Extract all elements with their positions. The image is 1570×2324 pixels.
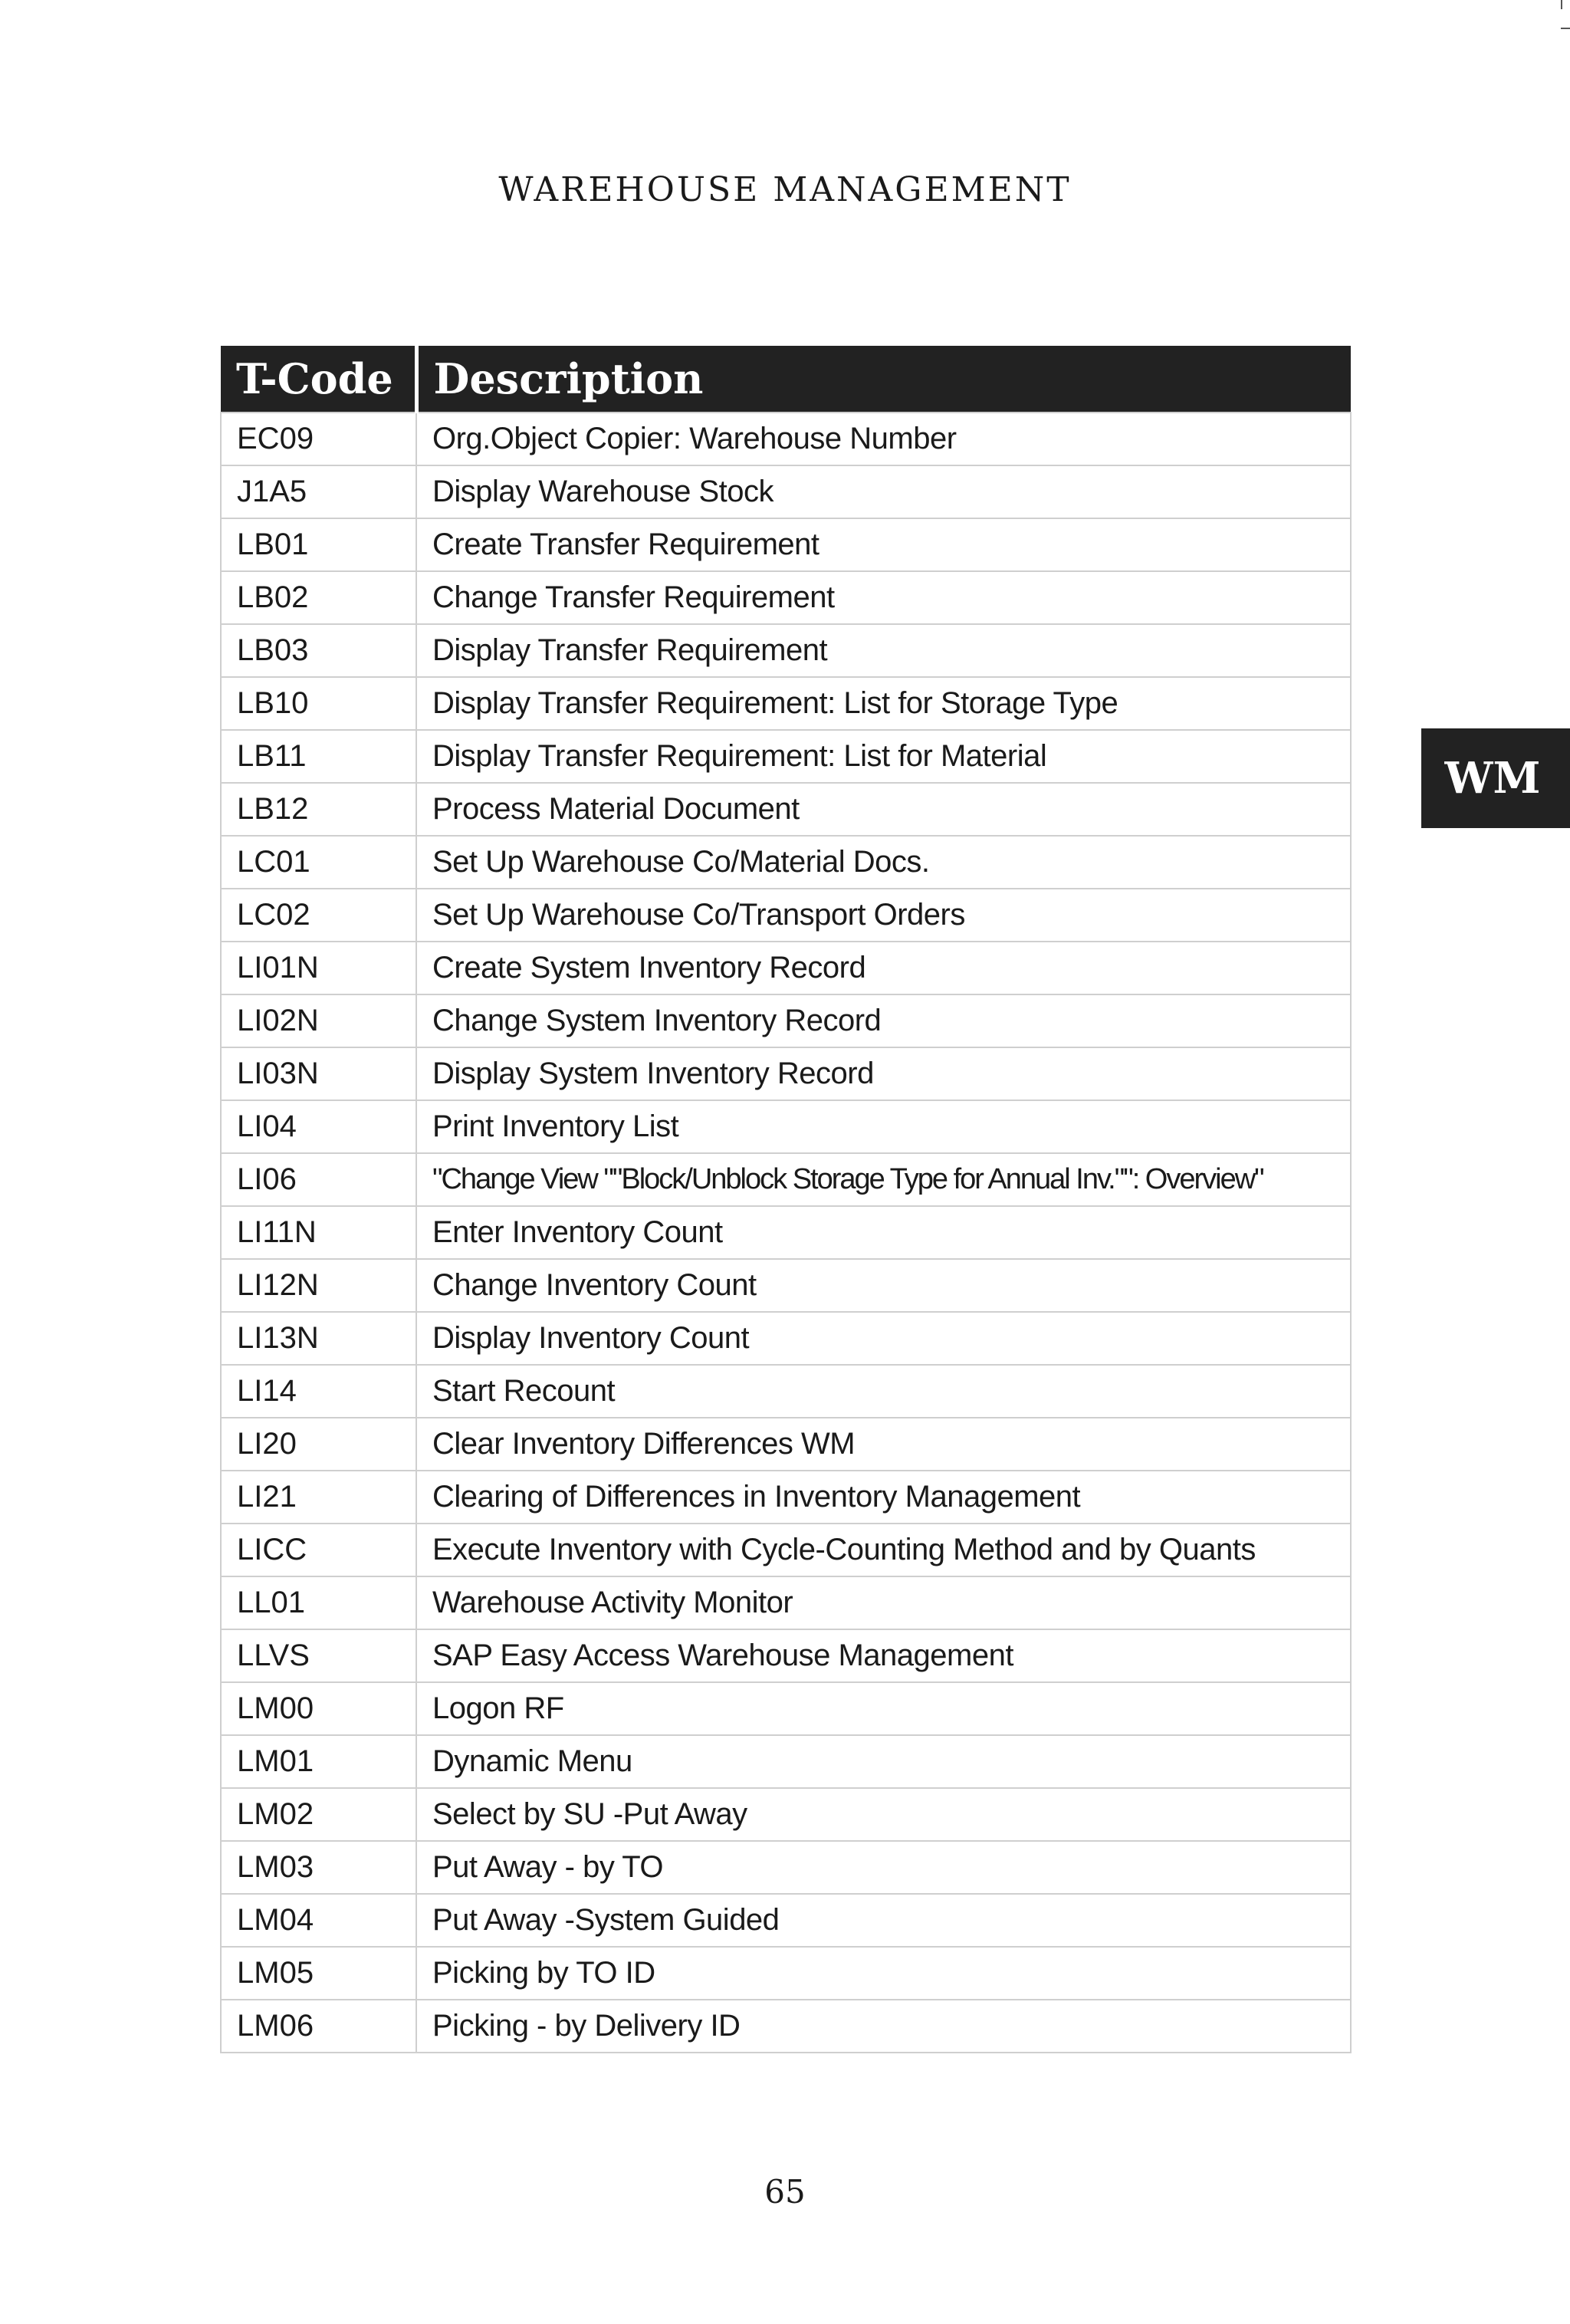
description-cell: Display Transfer Requirement: List for Material bbox=[416, 730, 1351, 783]
description-cell: Set Up Warehouse Co/Transport Orders bbox=[416, 889, 1351, 942]
header-description: Description bbox=[416, 346, 1351, 413]
description-cell: Display Transfer Requirement: List for Storage Type bbox=[416, 677, 1351, 730]
table-row bbox=[221, 1841, 1351, 1894]
description-cell: Create Transfer Requirement bbox=[416, 518, 1351, 571]
table-row bbox=[221, 836, 1351, 889]
description-cell: Put Away - by TO bbox=[416, 1841, 1351, 1894]
description-cell: Org.Object Copier: Warehouse Number bbox=[416, 413, 1351, 465]
table-row bbox=[221, 1100, 1351, 1153]
description-cell: Clearing of Differences in Inventory Management bbox=[416, 1471, 1351, 1524]
description-cell: Enter Inventory Count bbox=[416, 1206, 1351, 1259]
description-cell: Change Inventory Count bbox=[416, 1259, 1351, 1312]
description-cell: Set Up Warehouse Co/Material Docs. bbox=[416, 836, 1351, 889]
description-cell: "Change View ""Block/Unblock Storage Type for Annual Inv."": Overview" bbox=[416, 1153, 1351, 1206]
tcode-cell: LM00 bbox=[221, 1682, 416, 1735]
table-row bbox=[221, 465, 1351, 518]
table-row bbox=[221, 1418, 1351, 1471]
table-row bbox=[221, 1682, 1351, 1735]
description-cell: Logon RF bbox=[416, 1682, 1351, 1735]
table-row bbox=[221, 1365, 1351, 1418]
crop-mark-vertical bbox=[1561, 0, 1562, 9]
tcode-cell: LM02 bbox=[221, 1788, 416, 1841]
description-cell: Display System Inventory Record bbox=[416, 1047, 1351, 1100]
table-row bbox=[221, 1947, 1351, 2000]
table-header bbox=[221, 346, 1351, 413]
description-cell: Start Recount bbox=[416, 1365, 1351, 1418]
running-head: WAREHOUSE MANAGEMENT bbox=[498, 170, 1072, 209]
table-row bbox=[221, 730, 1351, 783]
tcode-cell: LM04 bbox=[221, 1894, 416, 1947]
description-cell: Display Inventory Count bbox=[416, 1312, 1351, 1365]
tcode-cell: LICC bbox=[221, 1524, 416, 1576]
header-row bbox=[221, 346, 1351, 413]
description-cell: Print Inventory List bbox=[416, 1100, 1351, 1153]
tcode-cell: LI02N bbox=[221, 994, 416, 1047]
tcode-cell: LI06 bbox=[221, 1153, 416, 1206]
table-row bbox=[221, 889, 1351, 942]
description-cell: Display Warehouse Stock bbox=[416, 465, 1351, 518]
tcode-cell: LM06 bbox=[221, 2000, 416, 2053]
page-number: 65 bbox=[764, 2173, 806, 2211]
tcode-cell: LI21 bbox=[221, 1471, 416, 1524]
tcode-cell: LB11 bbox=[221, 730, 416, 783]
table-row bbox=[221, 1524, 1351, 1576]
tcode-cell: LI13N bbox=[221, 1312, 416, 1365]
tcode-cell: LC02 bbox=[221, 889, 416, 942]
description-cell: Process Material Document bbox=[416, 783, 1351, 836]
tcode-cell: LB01 bbox=[221, 518, 416, 571]
tcode-table bbox=[220, 346, 1352, 2053]
tcode-cell: LB03 bbox=[221, 624, 416, 677]
table-row bbox=[221, 413, 1351, 465]
tcode-cell: LI11N bbox=[221, 1206, 416, 1259]
table-row bbox=[221, 2000, 1351, 2053]
tcode-cell: LLVS bbox=[221, 1629, 416, 1682]
tcode-cell: LI20 bbox=[221, 1418, 416, 1471]
table-row bbox=[221, 1735, 1351, 1788]
table-row bbox=[221, 1206, 1351, 1259]
tcode-cell: LC01 bbox=[221, 836, 416, 889]
tcode-cell: LM03 bbox=[221, 1841, 416, 1894]
description-cell: Put Away -System Guided bbox=[416, 1894, 1351, 1947]
tcode-cell: LI01N bbox=[221, 942, 416, 994]
tcode-cell: LI03N bbox=[221, 1047, 416, 1100]
table-row bbox=[221, 1629, 1351, 1682]
tcode-cell: LL01 bbox=[221, 1576, 416, 1629]
tcode-cell: LB12 bbox=[221, 783, 416, 836]
description-cell: Warehouse Activity Monitor bbox=[416, 1576, 1351, 1629]
table-row bbox=[221, 1788, 1351, 1841]
crop-mark-horizontal bbox=[1561, 28, 1570, 29]
table-row bbox=[221, 1047, 1351, 1100]
header-tcode: T-Code bbox=[221, 346, 416, 413]
tcode-cell: LI04 bbox=[221, 1100, 416, 1153]
description-cell: SAP Easy Access Warehouse Management bbox=[416, 1629, 1351, 1682]
description-cell: Picking - by Delivery ID bbox=[416, 2000, 1351, 2053]
description-cell: Change System Inventory Record bbox=[416, 994, 1351, 1047]
table-row bbox=[221, 994, 1351, 1047]
table-row bbox=[221, 1576, 1351, 1629]
tcode-cell: LB10 bbox=[221, 677, 416, 730]
description-cell: Create System Inventory Record bbox=[416, 942, 1351, 994]
tcode-cell: EC09 bbox=[221, 413, 416, 465]
tcode-cell: LB02 bbox=[221, 571, 416, 624]
description-cell: Select by SU -Put Away bbox=[416, 1788, 1351, 1841]
table-row bbox=[221, 942, 1351, 994]
table-row bbox=[221, 571, 1351, 624]
description-cell: Change Transfer Requirement bbox=[416, 571, 1351, 624]
table-row bbox=[221, 518, 1351, 571]
table-row bbox=[221, 783, 1351, 836]
description-cell: Display Transfer Requirement bbox=[416, 624, 1351, 677]
description-cell: Dynamic Menu bbox=[416, 1735, 1351, 1788]
section-tab: WM bbox=[1421, 728, 1570, 828]
description-cell: Clear Inventory Differences WM bbox=[416, 1418, 1351, 1471]
description-cell: Picking by TO ID bbox=[416, 1947, 1351, 2000]
tcode-cell: J1A5 bbox=[221, 465, 416, 518]
tcode-cell: LM05 bbox=[221, 1947, 416, 2000]
table-row bbox=[221, 677, 1351, 730]
table-row bbox=[221, 624, 1351, 677]
table-row bbox=[221, 1894, 1351, 1947]
table-row bbox=[221, 1259, 1351, 1312]
table-row bbox=[221, 1471, 1351, 1524]
description-cell: Execute Inventory with Cycle-Counting Method and by Quants bbox=[416, 1524, 1351, 1576]
tcode-cell: LM01 bbox=[221, 1735, 416, 1788]
tcode-cell: LI12N bbox=[221, 1259, 416, 1312]
tcode-cell: LI14 bbox=[221, 1365, 416, 1418]
table-row bbox=[221, 1312, 1351, 1365]
table-row bbox=[221, 1153, 1351, 1206]
table-body bbox=[221, 413, 1351, 2053]
